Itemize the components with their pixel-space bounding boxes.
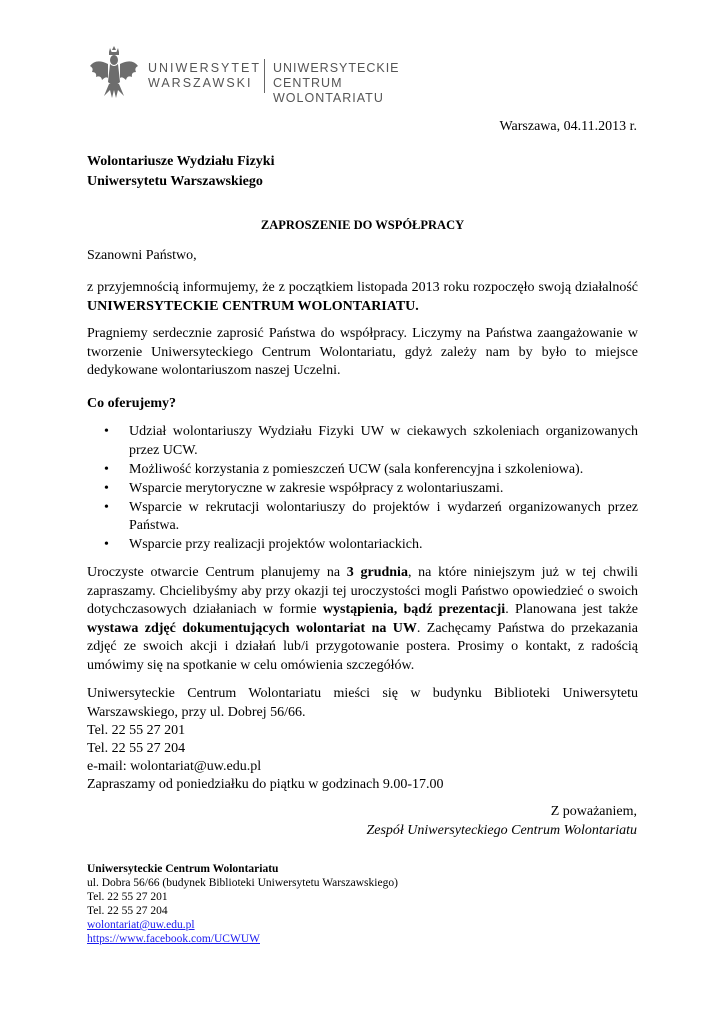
opening-text-1: Uroczyste otwarcie Centrum planujemy na (87, 565, 347, 580)
opening-exhibition-bold: wystawa zdjęć dokumentujących wolontariat na UW (87, 620, 417, 636)
offer-text: Wsparcie merytoryczne w zakresie współpracy z wolontariuszami. (129, 480, 504, 496)
footer-email-link[interactable]: wolontariat@uw.edu.pl (87, 919, 195, 931)
greeting: Szanowni Państwo, (87, 248, 197, 263)
paragraph-location: Uniwersyteckie Centrum Wolontariatu mieści się w budynku Biblioteki Uniwersytetu Warszawskiego, przy ul. Dobrej 56/66. (87, 686, 638, 720)
opening-text-2: , na które niniejszym już w tej chwili zapraszamy. Chcielibyśmy aby przy okazji tej uroczystości mogli Państwo opowiedzieć o swoich dotychczasowych działaniach w formie (87, 565, 638, 617)
logo-left-line1: UNIWERSYTET (148, 61, 261, 75)
logo-left-line2: WARSZAWSKI (148, 76, 253, 90)
footer-address: ul. Dobra 56/66 (budynek Biblioteki Uniwersytetu Warszawskiego) (87, 877, 398, 889)
footer-tel1: Tel. 22 55 27 201 (87, 891, 168, 903)
offer-text: Wsparcie przy realizacji projektów wolontariackich. (129, 537, 423, 552)
bullet-icon: • (104, 499, 109, 515)
recipient-line1: Wolontariusze Wydziału Fizyki (87, 154, 275, 169)
intro-text: z przyjemnością informujemy, że z początkiem listopada 2013 roku rozpoczęło swoją działalność (87, 280, 638, 295)
bullet-icon: • (104, 480, 109, 496)
closing-block (366, 802, 637, 840)
contact-tel1: Tel. 22 55 27 201 (87, 723, 186, 738)
closing-regards: Z poważaniem, (550, 804, 637, 819)
letter-heading: ZAPROSZENIE DO WSPÓŁPRACY (260, 218, 465, 232)
list-item (87, 499, 638, 536)
eagle-emblem-icon (88, 44, 140, 100)
bullet-icon: • (104, 461, 109, 477)
opening-date-bold: 3 grudnia (346, 565, 408, 580)
logo-divider (264, 59, 265, 93)
logo-university-text (148, 61, 261, 91)
intro-bold: UNIWERSYTECKIE CENTRUM WOLONTARIATU. (87, 298, 419, 314)
opening-text-3: . Planowana jest także (505, 602, 638, 617)
paragraph-invitation: Pragniemy serdecznie zaprosić Państwa do współpracy. Liczymy na Państwa zaangażowanie w tworzenie Uniwersyteckiego Centrum Wolontariatu, gdyż zależy nam by było to miejsce dedykowane wolontariuszom naszej Uczelni. (87, 326, 638, 378)
contact-tel2: Tel. 22 55 27 204 (87, 741, 186, 756)
paragraph-opening (87, 564, 638, 675)
letter-date: Warszawa, 04.11.2013 r. (499, 119, 637, 134)
paragraph-intro (87, 279, 638, 316)
list-item (87, 423, 638, 460)
footer-block (87, 862, 398, 946)
logo-right-line2: CENTRUM WOLONTARIATU (273, 76, 384, 105)
offer-text: Udział wolontariuszy Wydziału Fizyki UW w ciekawych szkoleniach organizowanych przez UCW. (129, 424, 638, 458)
footer-title: Uniwersyteckie Centrum Wolontariatu (87, 863, 279, 875)
university-logo (88, 44, 438, 105)
footer-tel2: Tel. 22 55 27 204 (87, 905, 168, 917)
opening-text-4: . Zachęcamy Państwa do przekazania zdjęć ze swoich akcji i działań lub/i przygotowanie postera. Prosimy o kontakt, z radością umówimy się na spotkanie w celu omówienia szczegółów. (87, 620, 638, 673)
offer-heading: Co oferujemy? (87, 396, 177, 411)
opening-presentation-bold: wystąpienia, bądź prezentacji (322, 602, 506, 617)
offer-list (87, 423, 638, 555)
recipient-line2: Uniwersytetu Warszawskiego (87, 174, 263, 189)
offer-text: Wsparcie w rekrutacji wolontariuszy do projektów i wydarzeń organizowanych przez Państwa. (129, 499, 638, 533)
logo-ucw-text (273, 61, 438, 106)
offer-text: Możliwość korzystania z pomieszczeń UCW (sala konferencyjna i szkoleniowa). (129, 461, 584, 477)
recipient-block (87, 152, 274, 192)
closing-signature: Zespół Uniwersyteckiego Centrum Wolontariatu (366, 823, 637, 838)
footer-facebook-link[interactable]: https://www.facebook.com/UCWUW (87, 933, 260, 945)
contact-hours: Zapraszamy od poniedziałku do piątku w godzinach 9.00-17.00 (87, 777, 444, 792)
list-item (87, 461, 638, 480)
list-item (87, 480, 638, 499)
contact-email: e-mail: wolontariat@uw.edu.pl (87, 759, 262, 774)
bullet-icon: • (104, 424, 109, 439)
contact-block (87, 722, 444, 794)
logo-right-line1: UNIWERSYTECKIE (273, 61, 400, 75)
bullet-icon: • (104, 537, 109, 552)
list-item (87, 536, 638, 555)
